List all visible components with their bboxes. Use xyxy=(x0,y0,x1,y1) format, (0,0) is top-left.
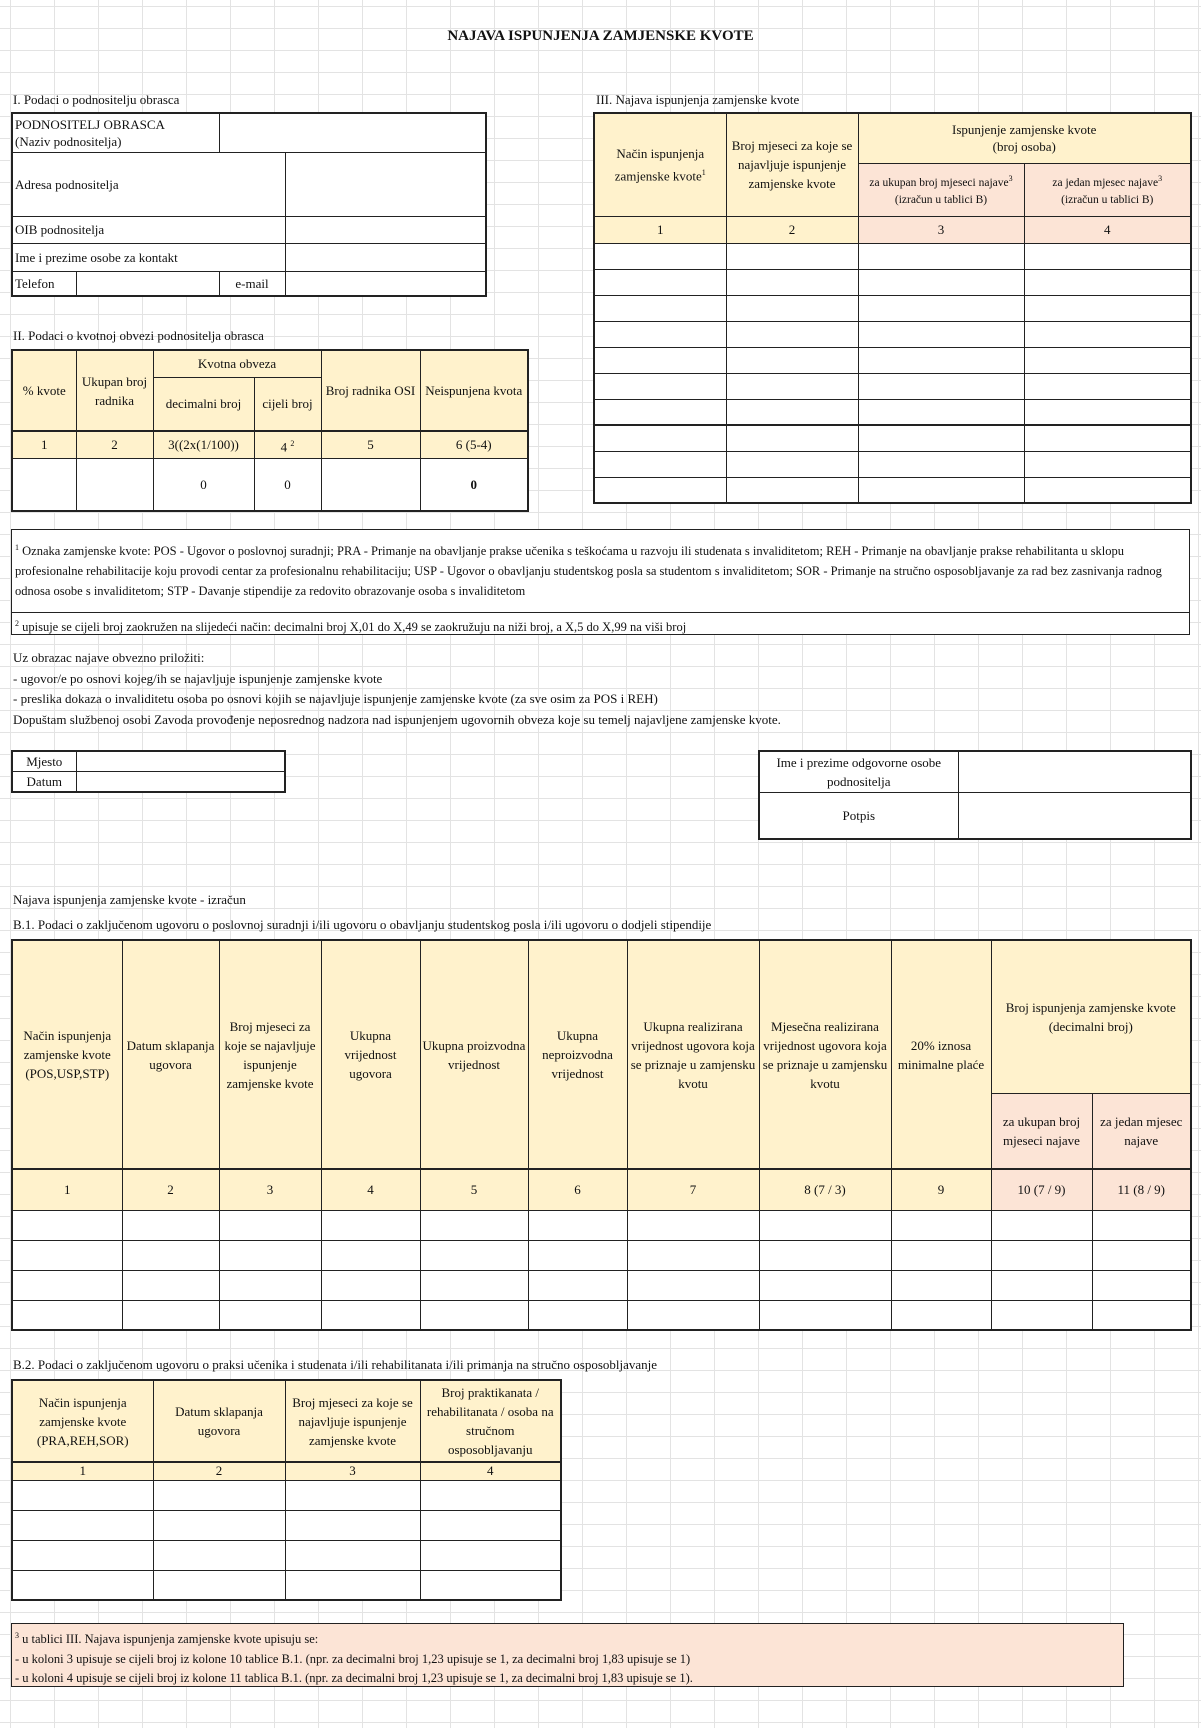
table-cell[interactable] xyxy=(420,1480,561,1510)
table-cell[interactable] xyxy=(858,295,1024,321)
table-cell[interactable] xyxy=(12,1540,153,1570)
b-title: Najava ispunjenja zamjenske kvote - izračun xyxy=(13,892,246,907)
b1-header-broj-ispunjenja: Broj ispunjenja zamjenske kvote (decimalni broj) xyxy=(991,940,1191,1093)
b1-header-20-posto: 20% iznosa minimalne plaće xyxy=(891,940,991,1169)
table-cell[interactable] xyxy=(285,1540,420,1570)
table-cell[interactable] xyxy=(726,425,858,451)
footnote-3: $^3$ u tablici III. Najava ispunjenja zamjenske kvote upisuju se: - u koloni 3 upisuje se cijeli broj iz kolone 10 tablice B.1. (npr. za decimalni broj 1,23 upisuje se 1, za decimalni broj 1,83 upisuje se 1) - u koloni 4 upisuje se cijeli broj iz kolone 11 tablica B.1. (npr. za decimalni broj 1,23 upisuje se 1, za decimalni broj 1,83 upisuje se 1). xyxy=(11,1623,1124,1687)
table-cell[interactable] xyxy=(1092,1270,1191,1300)
table-cell[interactable] xyxy=(991,1210,1092,1240)
table-row xyxy=(594,321,1191,347)
col-number: 4 xyxy=(420,1462,561,1480)
table-cell[interactable] xyxy=(594,295,726,321)
table-cell[interactable] xyxy=(12,1480,153,1510)
table-cell[interactable] xyxy=(594,451,726,477)
table-cell[interactable] xyxy=(891,1270,991,1300)
col-number: 10 (7 / 9) xyxy=(991,1169,1092,1210)
table-cell[interactable] xyxy=(891,1210,991,1240)
col-number: 1 xyxy=(12,1462,153,1480)
section-3-label: III. Najava ispunjenja zamjenske kvote xyxy=(596,92,800,107)
cijeli-value: 0 xyxy=(254,458,321,511)
table-cell[interactable] xyxy=(528,1300,627,1330)
table-cell[interactable] xyxy=(219,1300,321,1330)
table-cell[interactable] xyxy=(991,1240,1092,1270)
col-number: 2 xyxy=(726,216,858,243)
table-cell[interactable] xyxy=(528,1270,627,1300)
section-1-label: I. Podaci o podnositelju obrasca xyxy=(13,92,180,107)
table-cell[interactable] xyxy=(1024,373,1191,399)
table-cell[interactable] xyxy=(12,1210,122,1240)
table-cell[interactable] xyxy=(153,1570,285,1600)
applicant-name-label: PODNOSITELJ OBRASCA (Naziv podnositelja) xyxy=(12,113,219,152)
b1-label: B.1. Podaci o zaključenom ugovoru o poslovnoj suradnji i/ili ugovoru o obavljanju studentskog posla i/ili ugovoru o dodjeli stipendije xyxy=(13,917,712,932)
table-cell[interactable] xyxy=(12,1570,153,1600)
signature-table xyxy=(758,750,1192,840)
table-row xyxy=(594,373,1191,399)
date-field[interactable] xyxy=(76,772,285,793)
table-cell[interactable] xyxy=(420,1510,561,1540)
table-cell[interactable] xyxy=(991,1270,1092,1300)
table-cell[interactable] xyxy=(858,321,1024,347)
col-number: 1 xyxy=(12,1169,122,1210)
col-number: 6 xyxy=(528,1169,627,1210)
table-cell[interactable] xyxy=(420,1270,528,1300)
header-kvotna-obveza: Kvotna obveza xyxy=(153,350,321,377)
page-title: NAJAVA ISPUNJENJA ZAMJENSKE KVOTE xyxy=(447,28,754,44)
table-cell[interactable] xyxy=(726,243,858,269)
b1-header-broj-mjeseci: Broj mjeseci za koje se najavljuje ispunjenje zamjenske kvote xyxy=(219,940,321,1169)
table-cell[interactable] xyxy=(1092,1240,1191,1270)
col-number: 2 xyxy=(76,431,153,458)
table-cell[interactable] xyxy=(726,295,858,321)
table-cell[interactable] xyxy=(759,1240,891,1270)
col-number: 4 $^2$ xyxy=(254,431,321,458)
responsible-person-field[interactable] xyxy=(958,751,1191,792)
table-cell[interactable] xyxy=(594,243,726,269)
col-number: 1 xyxy=(594,216,726,243)
footnote-1: $^1$ Oznaka zamjenske kvote: POS - Ugovor o poslovnoj suradnji; PRA - Primanje na obavljanje prakse učenika s teškoćama u razvoju ili studenata s invaliditetom; REH - Primanje na obavljanje prakse rehabilitanta u sklopu profesionalne rehabilitacije koju provodi centar za profesionalnu rehabilitaciju; USP - Ugovor o obavljanju studentskog posla sa studentom s invaliditetom; SOR - Primanje na stručno osposobljavanje za rad bez zasnivanja radnog odnosa osobe s invaliditetom; STP - Davanje stipendije za redovito obrazovanje osoba s invaliditetom xyxy=(11,529,1190,613)
header-ispunjenje: Ispunjenje zamjenske kvote (broj osoba) xyxy=(858,113,1191,163)
col-number: 3((2x(1/100)) xyxy=(153,431,254,458)
oib-label: OIB podnositelja xyxy=(12,216,285,243)
ukupan-field[interactable] xyxy=(76,458,153,511)
table-row xyxy=(12,1540,561,1570)
table-cell[interactable] xyxy=(153,1540,285,1570)
table-row xyxy=(12,1570,561,1600)
table-cell[interactable] xyxy=(12,1510,153,1540)
header-osi: Broj radnika OSI xyxy=(321,350,420,431)
table-cell[interactable] xyxy=(858,243,1024,269)
attachment-item: - preslika dokaza o invaliditetu osoba po osnovi kojih se najavljuje ispunjenje zamjenske kvote (za sve osim za POS i REH) xyxy=(13,691,658,706)
announcement-table xyxy=(593,112,1192,504)
b2-header-2: Datum sklapanja ugovora xyxy=(153,1380,285,1462)
decimalni-value: 0 xyxy=(153,458,254,511)
col-number: 4 xyxy=(321,1169,420,1210)
b2-header-1: Način ispunjenja zamjenske kvote (PRA,REH,SOR) xyxy=(12,1380,153,1462)
table-row xyxy=(594,425,1191,451)
header-ukupan: Ukupan broj radnika xyxy=(76,350,153,431)
table-cell[interactable] xyxy=(726,373,858,399)
table-cell[interactable] xyxy=(420,1540,561,1570)
place-field[interactable] xyxy=(76,751,285,772)
osi-field[interactable] xyxy=(321,458,420,511)
address-label: Adresa podnositelja xyxy=(12,152,285,216)
header-nacin: Način ispunjenja zamjenske kvote$^1$ xyxy=(594,113,726,216)
header-broj-mjeseci: Broj mjeseci za koje se najavljuje ispunjenje zamjenske kvote xyxy=(726,113,858,216)
table-cell[interactable] xyxy=(726,347,858,373)
header-kvote: % kvote xyxy=(12,350,76,431)
table-cell[interactable] xyxy=(726,321,858,347)
header-jedan-mjesec: za jedan mjesec najave$^3$ (izračun u tablici B) xyxy=(1024,163,1191,216)
phone-label: Telefon xyxy=(12,271,76,296)
col-number: 5 xyxy=(420,1169,528,1210)
table-cell[interactable] xyxy=(594,347,726,373)
table-cell[interactable] xyxy=(726,269,858,295)
contact-field[interactable] xyxy=(285,243,486,271)
email-field[interactable] xyxy=(285,271,486,296)
table-row xyxy=(594,269,1191,295)
b2-header-3: Broj mjeseci za koje se najavljuje ispunjenje zamjenske kvote xyxy=(285,1380,420,1462)
b1-header-mjesecna-realizirana: Mjesečna realizirana vrijednost ugovora koja se priznaje u zamjensku kvotu xyxy=(759,940,891,1169)
table-cell[interactable] xyxy=(1024,321,1191,347)
table-cell[interactable] xyxy=(420,1240,528,1270)
col-number: 7 xyxy=(627,1169,759,1210)
table-cell[interactable] xyxy=(858,451,1024,477)
table-cell[interactable] xyxy=(285,1570,420,1600)
applicant-table xyxy=(11,112,487,297)
b1-header-ukupan: za ukupan broj mjeseci najave xyxy=(991,1093,1092,1169)
table-cell[interactable] xyxy=(12,1270,122,1300)
table-cell[interactable] xyxy=(1024,451,1191,477)
quota-table xyxy=(11,349,529,512)
table-row xyxy=(12,1510,561,1540)
table-row xyxy=(594,243,1191,269)
b1-header-proizvodna: Ukupna proizvodna vrijednost xyxy=(420,940,528,1169)
attachment-item: - ugovor/e po osnovi kojeg/ih se najavljuje ispunjenje zamjenske kvote xyxy=(13,671,383,686)
table-cell[interactable] xyxy=(285,1480,420,1510)
col-number: 5 xyxy=(321,431,420,458)
b1-header-datum: Datum sklapanja ugovora xyxy=(122,940,219,1169)
table-cell[interactable] xyxy=(594,477,726,503)
table-row xyxy=(594,477,1191,503)
table-cell[interactable] xyxy=(594,373,726,399)
date-label: Datum xyxy=(12,772,76,793)
consent-text: Dopuštam službenoj osobi Zavoda provođenje neposrednog nadzora nad ispunjenjem ugovornih obveza koje su temelj najavljene zamjenske kvote. xyxy=(13,712,781,727)
table-cell[interactable] xyxy=(321,1270,420,1300)
table-cell[interactable] xyxy=(627,1240,759,1270)
table-cell[interactable] xyxy=(1024,295,1191,321)
table-cell[interactable] xyxy=(12,1300,122,1330)
table-cell[interactable] xyxy=(594,321,726,347)
table-row xyxy=(12,1270,1191,1300)
signature-field[interactable] xyxy=(958,792,1191,839)
place-date-table xyxy=(11,750,286,793)
table-cell[interactable] xyxy=(1092,1300,1191,1330)
table-cell[interactable] xyxy=(153,1480,285,1510)
table-cell[interactable] xyxy=(321,1210,420,1240)
table-cell[interactable] xyxy=(858,477,1024,503)
attachments-intro: Uz obrazac najave obvezno priložiti: xyxy=(13,650,205,665)
table-cell[interactable] xyxy=(1092,1210,1191,1240)
section-2-label: II. Podaci o kvotnoj obvezi podnositelja obrasca xyxy=(13,328,264,343)
table-cell[interactable] xyxy=(858,373,1024,399)
col-number: 3 xyxy=(858,216,1024,243)
col-number: 9 xyxy=(891,1169,991,1210)
table-cell[interactable] xyxy=(858,347,1024,373)
table-cell[interactable] xyxy=(627,1300,759,1330)
table-cell[interactable] xyxy=(594,399,726,425)
table-cell[interactable] xyxy=(420,1210,528,1240)
b1-header-nacin: Način ispunjenja zamjenske kvote (POS,USP,STP) xyxy=(12,940,122,1169)
table-row xyxy=(594,399,1191,425)
table-cell[interactable] xyxy=(321,1240,420,1270)
table-cell[interactable] xyxy=(219,1270,321,1300)
table-row xyxy=(12,1480,561,1510)
header-ukupan-mjeseci: za ukupan broj mjeseci najave$^3$ (izračun u tablici B) xyxy=(858,163,1024,216)
table-cell[interactable] xyxy=(528,1210,627,1240)
responsible-person-label: Ime i prezime odgovorne osobe podnositelja xyxy=(759,751,958,792)
table-cell[interactable] xyxy=(122,1300,219,1330)
table-row xyxy=(12,1300,1191,1330)
table-cell[interactable] xyxy=(420,1570,561,1600)
b1-table xyxy=(11,939,1192,1331)
table-cell[interactable] xyxy=(627,1270,759,1300)
table-cell[interactable] xyxy=(726,477,858,503)
table-cell[interactable] xyxy=(1024,243,1191,269)
table-cell[interactable] xyxy=(759,1270,891,1300)
table-cell[interactable] xyxy=(991,1300,1092,1330)
phone-field[interactable] xyxy=(76,271,219,296)
table-cell[interactable] xyxy=(153,1510,285,1540)
table-cell[interactable] xyxy=(858,399,1024,425)
table-cell[interactable] xyxy=(891,1300,991,1330)
col-number: 4 xyxy=(1024,216,1191,243)
b2-table xyxy=(11,1379,562,1601)
b2-header-4: Broj praktikanata / rehabilitanata / osoba na stručnom osposobljavanju xyxy=(420,1380,561,1462)
applicant-name-field[interactable] xyxy=(219,113,486,152)
table-cell[interactable] xyxy=(594,269,726,295)
b1-header-neproizvodna: Ukupna neproizvodna vrijednost xyxy=(528,940,627,1169)
table-cell[interactable] xyxy=(12,1240,122,1270)
oib-field[interactable] xyxy=(285,216,486,243)
b1-header-ukupna-vrijednost: Ukupna vrijednost ugovora xyxy=(321,940,420,1169)
table-row xyxy=(594,347,1191,373)
table-cell[interactable] xyxy=(759,1300,891,1330)
table-cell[interactable] xyxy=(122,1270,219,1300)
table-cell[interactable] xyxy=(122,1210,219,1240)
table-cell[interactable] xyxy=(726,399,858,425)
table-cell[interactable] xyxy=(594,425,726,451)
b2-label: B.2. Podaci o zaključenom ugovoru o praksi učenika i studenata i/ili rehabilitanata i/ili primanja na stručno osposobljavanje xyxy=(13,1357,658,1372)
table-cell[interactable] xyxy=(1024,269,1191,295)
signature-label: Potpis xyxy=(759,792,958,839)
footnote-2: $^2$ upisuje se cijeli broj zaokružen na slijedeći način: decimalni broj X,01 do X,49 se zaokružuju na niži broj, a X,5 do X,99 na viši broj xyxy=(11,612,1190,635)
header-cijeli: cijeli broj xyxy=(254,377,321,431)
neispunjena-value: 0 xyxy=(420,458,528,511)
col-number: 11 (8 / 9) xyxy=(1092,1169,1191,1210)
table-cell[interactable] xyxy=(122,1240,219,1270)
email-label: e-mail xyxy=(219,271,285,296)
table-cell[interactable] xyxy=(285,1510,420,1540)
address-field[interactable] xyxy=(285,152,486,216)
table-cell[interactable] xyxy=(858,269,1024,295)
table-cell[interactable] xyxy=(759,1210,891,1240)
header-decimalni: decimalni broj xyxy=(153,377,254,431)
b1-header-ukupna-realizirana: Ukupna realizirana vrijednost ugovora koja se priznaje u zamjensku kvotu xyxy=(627,940,759,1169)
table-row xyxy=(594,451,1191,477)
table-row xyxy=(594,295,1191,321)
table-cell[interactable] xyxy=(726,451,858,477)
col-number: 2 xyxy=(153,1462,285,1480)
col-number: 6 (5-4) xyxy=(420,431,528,458)
table-cell[interactable] xyxy=(219,1210,321,1240)
table-row xyxy=(12,1210,1191,1240)
table-cell[interactable] xyxy=(1024,347,1191,373)
place-label: Mjesto xyxy=(12,751,76,772)
table-cell[interactable] xyxy=(321,1300,420,1330)
table-cell[interactable] xyxy=(219,1240,321,1270)
table-cell[interactable] xyxy=(858,425,1024,451)
col-number: 2 xyxy=(122,1169,219,1210)
table-cell[interactable] xyxy=(1024,477,1191,503)
col-number: 8 (7 / 3) xyxy=(759,1169,891,1210)
table-cell[interactable] xyxy=(627,1210,759,1240)
table-cell[interactable] xyxy=(1024,399,1191,425)
table-cell[interactable] xyxy=(891,1240,991,1270)
contact-label: Ime i prezime osobe za kontakt xyxy=(12,243,285,271)
table-cell[interactable] xyxy=(1024,425,1191,451)
col-number: 1 xyxy=(12,431,76,458)
col-number: 3 xyxy=(285,1462,420,1480)
table-cell[interactable] xyxy=(420,1300,528,1330)
header-neispunjena: Neispunjena kvota xyxy=(420,350,528,431)
table-row xyxy=(12,1240,1191,1270)
kvote-field[interactable] xyxy=(12,458,76,511)
b1-header-jedan: za jedan mjesec najave xyxy=(1092,1093,1191,1169)
table-cell[interactable] xyxy=(528,1240,627,1270)
col-number: 3 xyxy=(219,1169,321,1210)
